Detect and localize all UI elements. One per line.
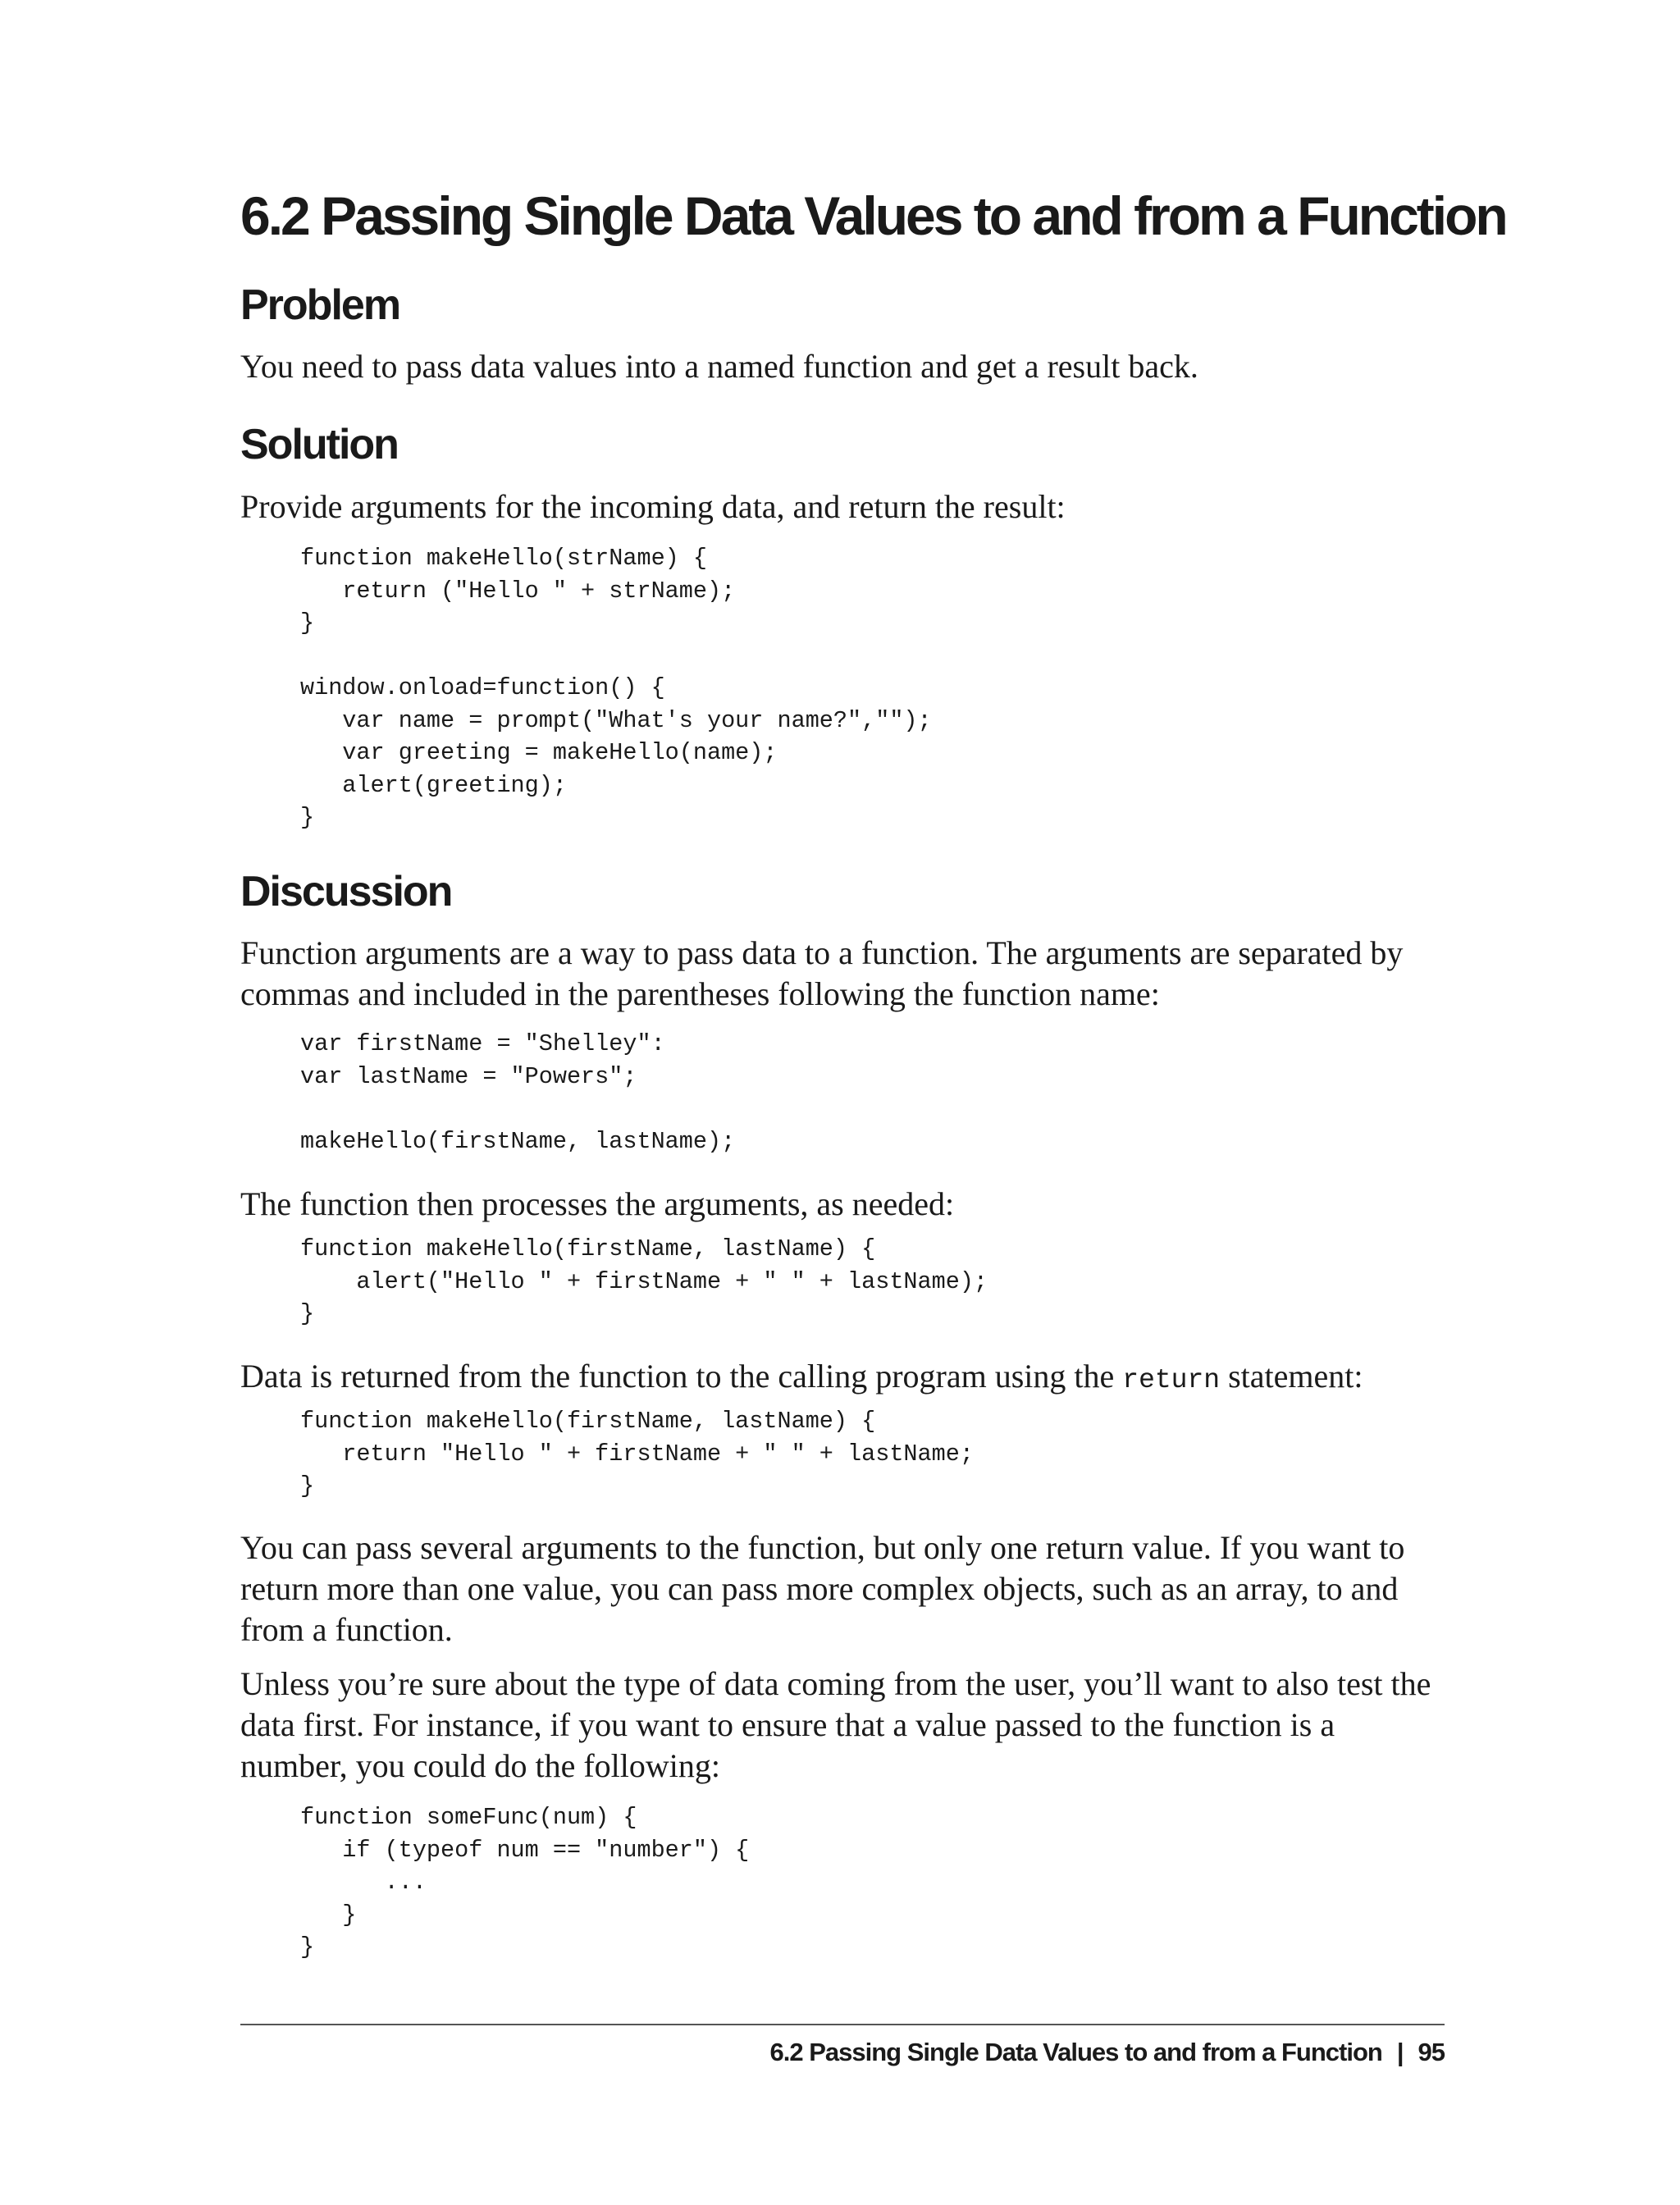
discussion-paragraph-2: The function then processes the arguments, as needed: — [240, 1185, 955, 1222]
page-footer — [770, 2036, 1445, 2069]
code-block-process-arguments: function makeHello(firstName, lastName) { alert("Hello " + firstName + " " + lastName); } — [300, 1235, 988, 1327]
inline-code-return: return — [1122, 1365, 1221, 1395]
code-block-typeof-check: function someFunc(num) { if (typeof num == "number") { ... } } — [300, 1804, 750, 1961]
paragraph-text: statement: — [1220, 1358, 1363, 1395]
page-number: 95 — [1418, 2038, 1445, 2066]
section-title: 6.2 Passing Single Data Values to and from a Function — [240, 185, 1506, 246]
running-title: 6.2 Passing Single Data Values to and from a Function — [769, 2038, 1382, 2066]
footer-separator: | — [1396, 2038, 1404, 2066]
footer-rule — [240, 2024, 1445, 2025]
code-block-arguments: var firstName = "Shelley": var lastName = "Powers"; makeHello(firstName, lastName); — [300, 1030, 736, 1155]
discussion-paragraph-1: Function arguments are a way to pass data to a function. The arguments are separated by commas and included in the parentheses following the function name: — [240, 934, 1404, 1012]
problem-text: You need to pass data values into a named function and get a result back. — [240, 348, 1198, 385]
solution-heading: Solution — [240, 421, 398, 468]
code-block-return: function makeHello(firstName, lastName) { return "Hello " + firstName + " " + lastName; } — [300, 1408, 974, 1500]
code-block-solution: function makeHello(strName) { return ("Hello " + strName); } window.onload=function() { var name = prompt("What's your name?",""); var greeting = makeHello(name); alert(greeting); } — [300, 545, 932, 831]
problem-heading: Problem — [240, 281, 400, 329]
discussion-paragraph-3 — [240, 1356, 1440, 1401]
discussion-paragraph-4: You can pass several arguments to the function, but only one return value. If you want to return more than one value, you can pass more complex objects, such as an array, to and from a function. — [240, 1529, 1405, 1648]
discussion-paragraph-5: Unless you’re sure about the type of data coming from the user, you’ll want to also test the data first. For instance, if you want to ensure that a value passed to the function is a number, you could do the following: — [240, 1665, 1431, 1784]
discussion-heading: Discussion — [240, 868, 452, 915]
solution-text: Provide arguments for the incoming data, and return the result: — [240, 488, 1066, 525]
paragraph-text: Data is returned from the function to the calling program using the — [240, 1358, 1123, 1395]
